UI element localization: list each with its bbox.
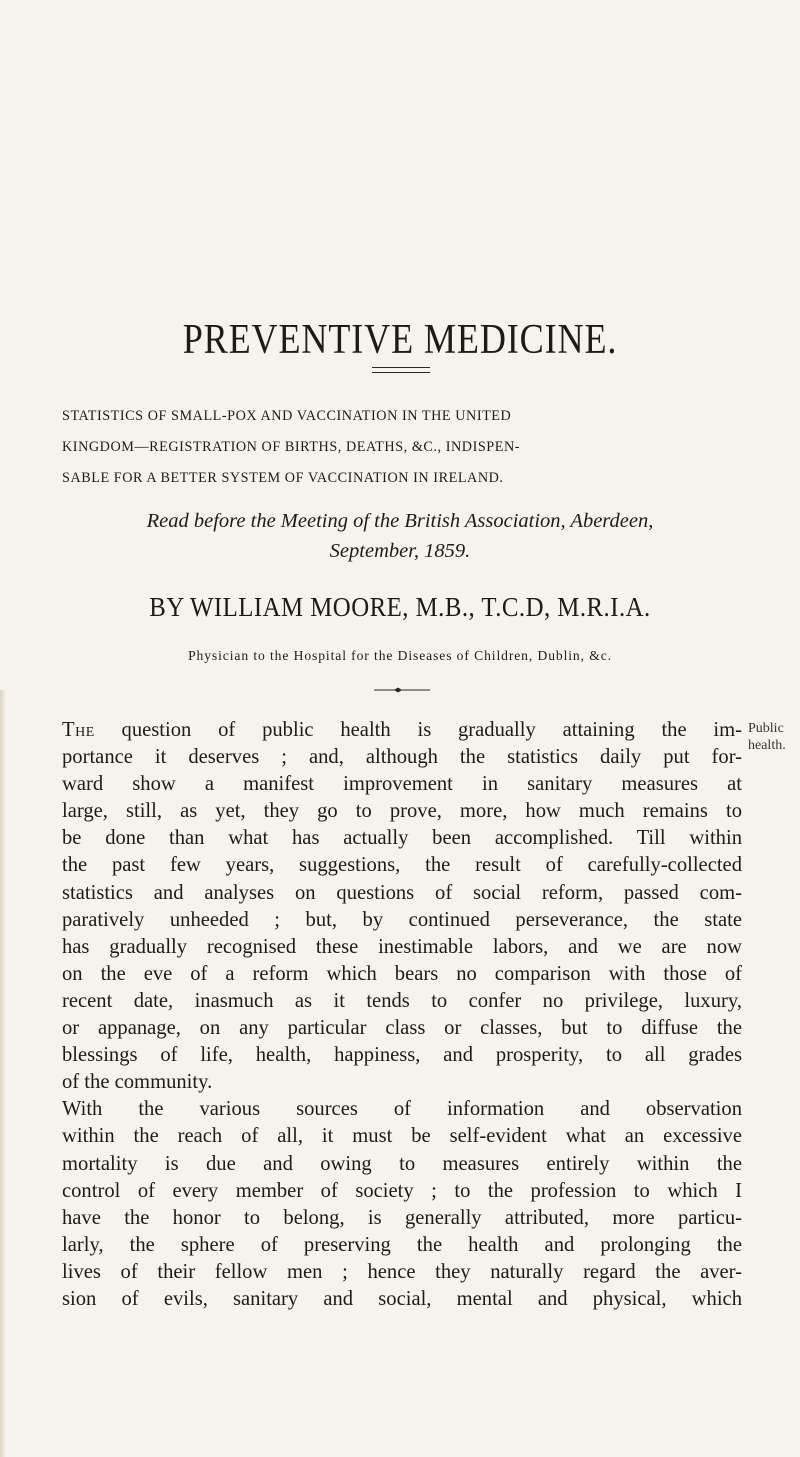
subtitle <box>62 401 742 494</box>
body-line: have the honor to belong, is generally attributed, more particu- <box>62 1206 742 1229</box>
body-line: or appanage, on any particular class or classes, but to diffuse the <box>62 1017 742 1040</box>
subtitle-line: KINGDOM—REGISTRATION OF BIRTHS, DEATHS, &C., INDISPEN- <box>62 439 521 455</box>
title-rule <box>372 367 430 373</box>
paragraph <box>62 1096 742 1313</box>
author-affiliation: Physician to the Hospital for the Diseases of Children, Dublin, &c. <box>188 648 612 663</box>
body-line: control of every member of society ; to the profession to which I <box>62 1179 742 1202</box>
body-line: large, still, as yet, they go to prove, more, how much remains to <box>62 800 742 823</box>
page-edge-shadow <box>0 690 6 1457</box>
margin-note-line: Public <box>748 721 784 736</box>
subtitle-line: STATISTICS OF SMALL-POX AND VACCINATION IN THE UNITED <box>62 408 512 424</box>
margin-note-line: health. <box>748 738 786 753</box>
body-line: of the community. <box>62 1071 213 1094</box>
body-line: lives of their fellow men ; hence they naturally regard the aver- <box>62 1260 742 1283</box>
body-line: recent date, inasmuch as it tends to confer no privilege, luxury, <box>62 989 742 1012</box>
read-before-line: September, 1859. <box>329 540 471 562</box>
body-line: the past few years, suggestions, the result of carefully-collected <box>62 854 742 877</box>
body-line: larly, the sphere of preserving the health and prolonging the <box>62 1233 742 1256</box>
body-line: sion of evils, sanitary and social, mental and physical, which <box>62 1287 742 1310</box>
body-line <box>62 717 742 744</box>
read-before-line: Read before the Meeting of the British Association, Aberdeen, <box>146 510 654 532</box>
body-line: statistics and analyses on questions of social reform, passed com- <box>62 881 742 904</box>
body-line: blessings of life, health, happiness, and prosperity, to all grades <box>62 1044 742 1067</box>
lead-word: The <box>62 719 95 741</box>
read-before-note <box>0 506 800 566</box>
page-title: PREVENTIVE MEDICINE. <box>182 317 618 363</box>
body-line: within the reach of all, it must be self-evident what an excessive <box>62 1125 742 1148</box>
body-line-rest: question of public health is gradually attaining the im- <box>94 719 742 741</box>
body-text <box>62 717 742 1313</box>
body-line: be done than what has actually been accomplished. Till within <box>62 827 742 850</box>
body-line: has gradually recognised these inestimable labors, and we are now <box>62 935 742 958</box>
body-line: With the various sources of information and observation <box>62 1098 742 1121</box>
body-line: ward show a manifest improvement in sanitary measures at <box>62 773 742 796</box>
body-line: portance it deserves ; and, although the statistics daily put for- <box>62 746 742 769</box>
paragraph <box>62 717 742 1096</box>
author-line: BY WILLIAM MOORE, M.B., T.C.D, M.R.I.A. <box>149 592 651 622</box>
section-ornament <box>372 686 432 694</box>
body-line: mortality is due and owing to measures entirely within the <box>62 1152 742 1175</box>
margin-note <box>748 720 800 754</box>
subtitle-line: SABLE FOR A BETTER SYSTEM OF VACCINATION IN IRELAND. <box>62 470 504 486</box>
body-line: paratively unheeded ; but, by continued perseverance, the state <box>62 908 742 931</box>
body-line: on the eve of a reform which bears no comparison with those of <box>62 962 742 985</box>
